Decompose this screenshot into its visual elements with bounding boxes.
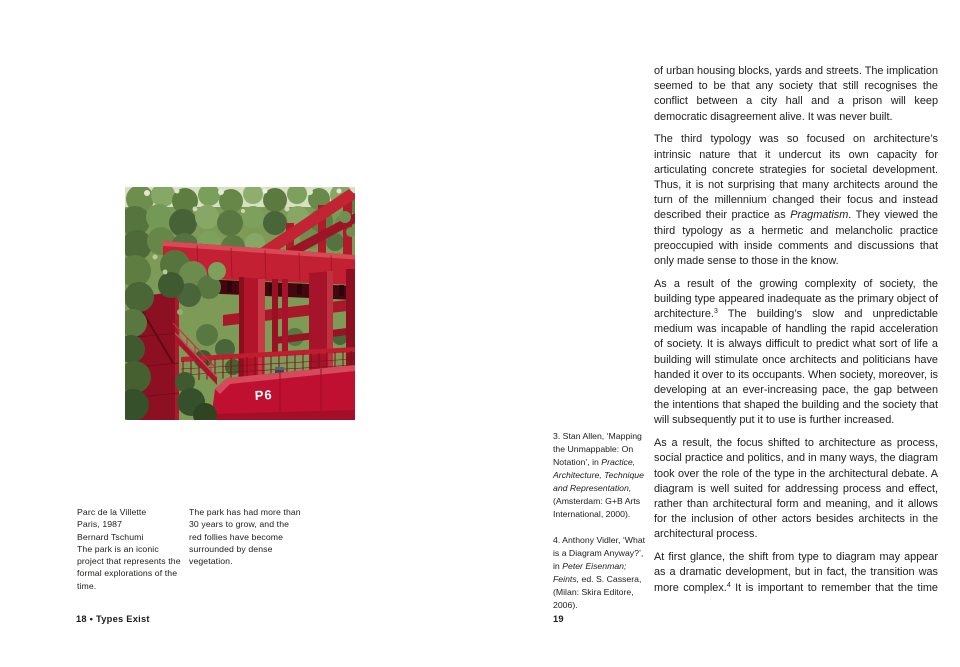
footnote-text: ed. S. Cassera, (Milan: Skira Editore, 2006). (553, 574, 642, 610)
paragraph-text: The third typology was so focused on architecture’s intrinsic nature that it undercut its own capacity for articulating concrete strategies for societal development. Thus, it is not surprising that many architects around the turn of the millennium changed their focus and instead described their practice as (654, 133, 938, 222)
body-text-column (654, 64, 938, 603)
body-paragraph-4 (654, 436, 938, 542)
body-paragraph-2 (654, 132, 938, 269)
paragraph-text: As a result, the focus shifted to architecture as process, social practice and politics, and in many ways, the diagram took over the role of the type in the architectural debate. A diagram is well suited for addressing process and effect, rather than architectural form and meaning, and it allows for the inclusion of other actors besides architects in the architectural process. (654, 437, 938, 541)
p6-label: P6 (254, 387, 274, 403)
caption-year: Paris, 1987 (77, 519, 123, 530)
body-paragraph-5 (654, 550, 938, 596)
page-number-right: 19 (553, 614, 564, 624)
body-paragraph-3 (654, 277, 938, 429)
caption-title: Parc de la Villette (77, 507, 147, 517)
footnote-text: (Amsterdam: G+B Arts International, 2000). (553, 496, 641, 519)
paragraph-text: of urban housing blocks, yards and streets. The implication seemed to be that any society that still recognises the conflict between a city hall and a prison will keep democratic disagreement alive. It was never built. (654, 65, 938, 123)
paragraph-text: As a result of the growing complexity of society, the building type appeared inadequate as the primary object of architecture. (654, 277, 938, 321)
footnote-text: 4. Anthony Vidler, ‘What is a Diagram Anyway?’, in (553, 535, 646, 571)
footnote-text: 3. Stan Allen, ‘Mapping the Unmappable: On Notation’, in (553, 431, 642, 467)
page-number-left: 18 • Types Exist (76, 614, 150, 624)
paragraph-text: The building’s slow and unpredictable medium was incapable of handling the rapid acceleration of society. It is always difficult to predict what sort of life a building will stimulate once architects and politicians have handed it over to its occupants. When society, moreover, is developing at an ever-increasing pace, the gap between the intentions that shaped the building and the society that will subsequently put it to use is further increased. (654, 308, 938, 427)
footnote-title-italic: Practice, Architecture, Technique and Representation, (553, 457, 644, 493)
folly-photo (125, 187, 355, 420)
folly-photo-illustration (125, 187, 355, 420)
paragraph-text: . They viewed the third typology as a hermetic and melancholic practice preoccupied with inside comments and discussions that only made sense to those in the know. (654, 209, 938, 267)
body-paragraph-1 (654, 64, 938, 125)
paragraph-text: It is important to remember that the time (730, 581, 938, 594)
footnote-reference-3: 3 (713, 308, 718, 316)
footnote-4 (553, 534, 651, 612)
footnotes-column (553, 430, 651, 625)
photo-captions (77, 506, 339, 592)
italic-term: Pragmatism (790, 209, 849, 222)
footnote-3 (553, 430, 651, 521)
caption-note-text: The park has had more than 30 years to grow, and the red follies have become surrounded by dense vegetation. (189, 507, 301, 567)
paragraph-text: At first glance, the shift from type to diagram may appear as a dramatic development, but in fact, the transition was more complex. (654, 551, 938, 594)
caption-description: The park is an iconic project that represents the formal explorations of the time. (77, 543, 181, 591)
caption-note (189, 506, 301, 592)
footnote-title-italic: Peter Eisenman; Feints, (553, 561, 627, 584)
caption-architect: Bernard Tschumi (77, 531, 144, 542)
caption-project (77, 506, 188, 592)
footnote-reference-4: 4 (726, 581, 731, 589)
